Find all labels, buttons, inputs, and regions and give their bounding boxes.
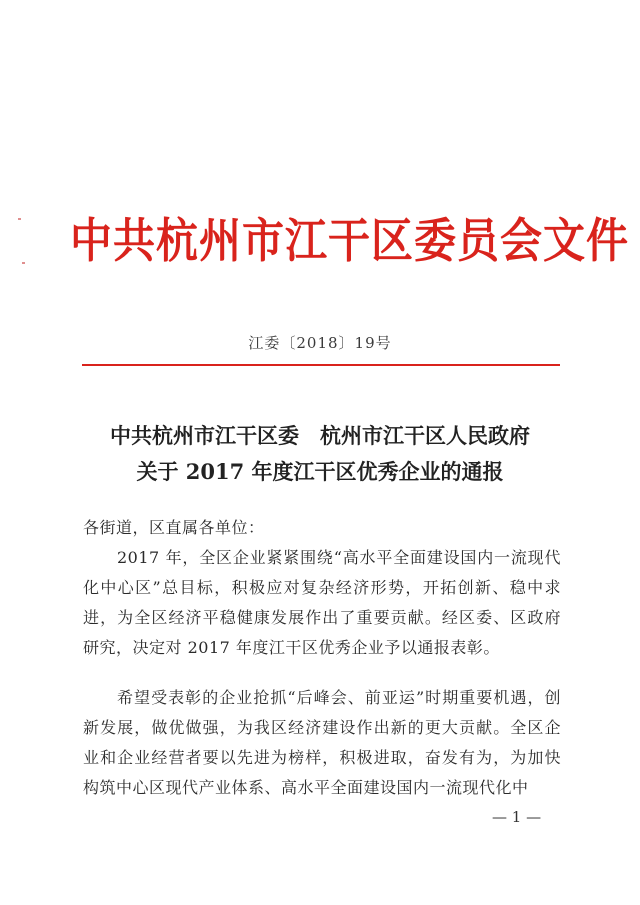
document-title-line2: 关于 2017 年度江干区优秀企业的通报 bbox=[136, 459, 504, 484]
body-paragraph-1: 2017 年，全区企业紧紧围绕“高水平全面建设国内一流现代化中心区”总目标，积极应对复杂经济形势，开拓创新、稳中求进，为全区经济平稳健康发展作出了重要贡献。经区委、区政府研究，决定对 2017 年度江干区优秀企业予以通报表彰。 bbox=[83, 548, 561, 657]
page-number: — 1 — bbox=[492, 808, 542, 826]
document-header-title: 中共杭州市江干区委员会文件 bbox=[70, 213, 630, 269]
header-divider bbox=[82, 364, 560, 366]
body-paragraph-2: 希望受表彰的企业抢抓“后峰会、前亚运”时期重要机遇，创新发展，做优做强，为我区经济建设作出新的更大贡献。全区企业和企业经营者要以先进为榜样，积极进取，奋发有为，为加快构筑中心区现代产业体系、高水平全面建设国内一流现代化中 bbox=[83, 688, 561, 797]
document-title-line1: 中共杭州市江干区委 杭州市江干区人民政府 bbox=[110, 423, 530, 448]
scan-mark bbox=[22, 262, 25, 264]
scan-mark bbox=[18, 218, 21, 220]
salutation: 各街道，区直属各单位： bbox=[83, 518, 265, 537]
document-number: 江委〔2018〕19号 bbox=[248, 334, 392, 352]
